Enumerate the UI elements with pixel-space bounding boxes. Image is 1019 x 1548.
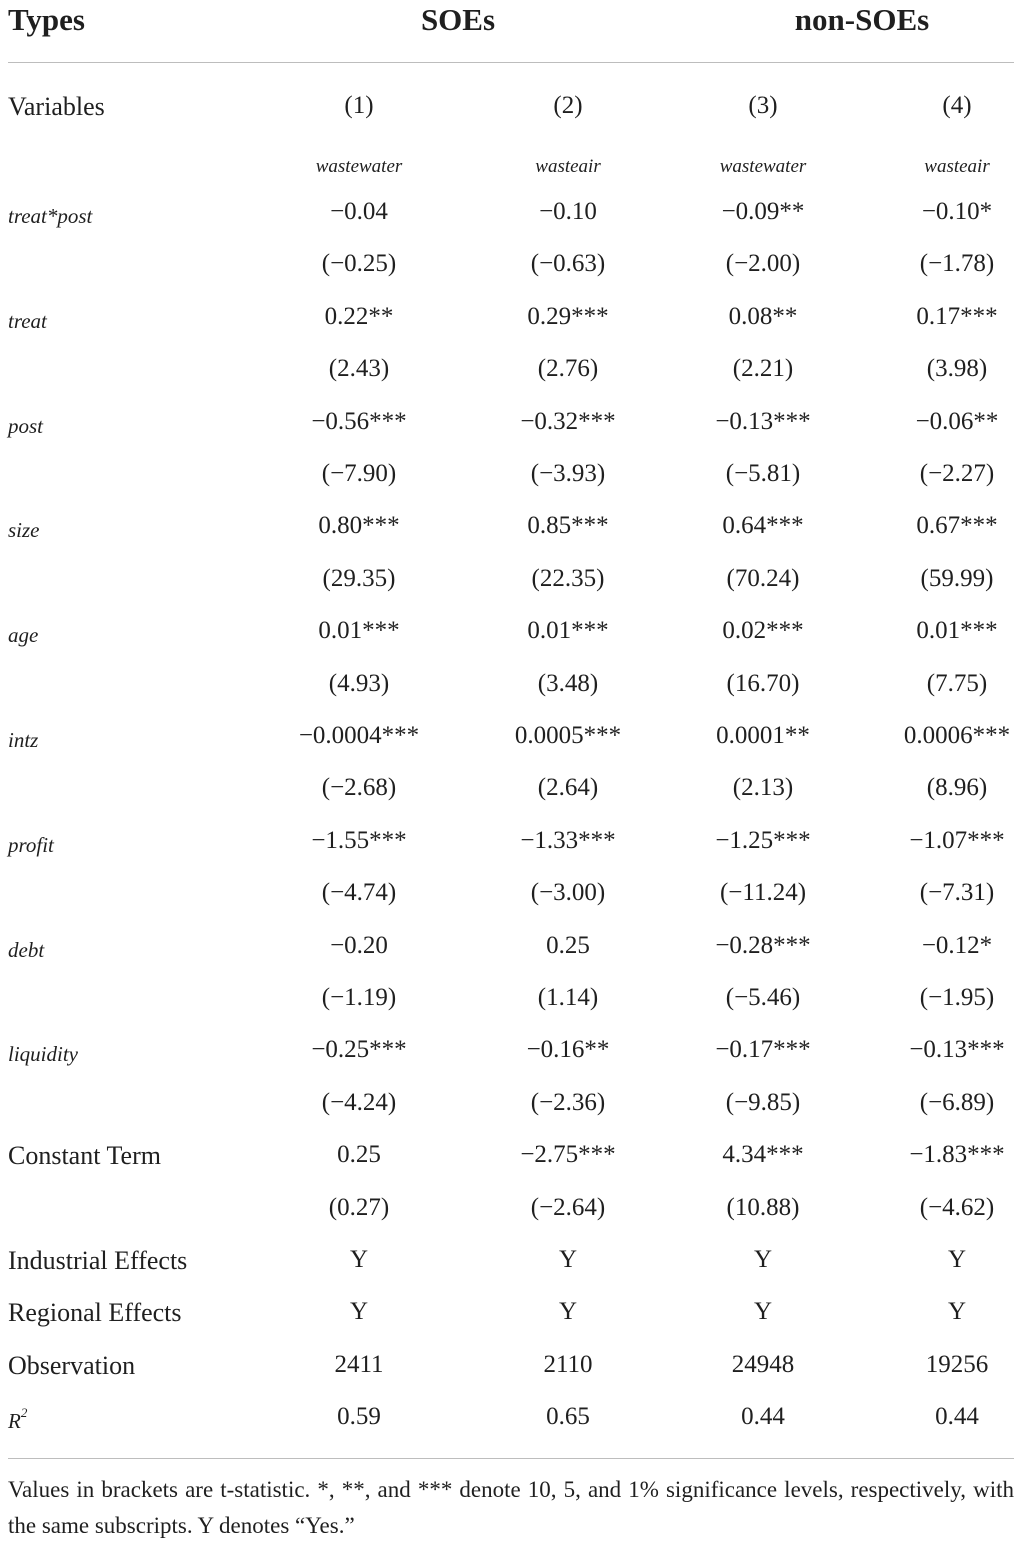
t-statistic-cell: (−0.63): [530, 250, 606, 277]
t-statistic-row: [0, 879, 1019, 919]
variable-label: post: [8, 414, 44, 438]
coefficient-cell: −0.06**: [915, 408, 999, 435]
summary-cell: 2411: [334, 1351, 384, 1378]
t-statistic-cell: (−1.19): [321, 984, 397, 1011]
t-statistic-cell: (−7.31): [919, 879, 995, 906]
t-statistic-cell: (−1.78): [919, 250, 995, 277]
coefficient-cell: −0.56***: [311, 408, 407, 435]
column-number: (4): [942, 92, 972, 119]
t-statistic-row: [0, 565, 1019, 605]
coefficient-cell: 0.29***: [527, 303, 609, 330]
coefficient-cell: 0.01***: [916, 617, 998, 644]
variable-label: intz: [8, 728, 39, 752]
coefficient-cell: −0.32***: [520, 408, 616, 435]
t-statistic-cell: (59.99): [920, 565, 994, 592]
t-statistic-cell: (−2.36): [530, 1089, 606, 1116]
coefficient-cell: 0.0001**: [716, 722, 810, 749]
t-statistic-row: [0, 670, 1019, 710]
types-header: Types: [8, 2, 85, 37]
t-statistic-cell: (−1.95): [919, 984, 995, 1011]
dependent-variable: wastewater: [315, 156, 403, 177]
coefficient-cell: −0.04: [330, 198, 388, 225]
coefficient-cell: −0.13***: [715, 408, 811, 435]
variable-label: treat: [8, 309, 47, 333]
summary-label: Regional Effects: [8, 1298, 182, 1327]
coefficient-cell: −0.25***: [311, 1036, 407, 1063]
coefficient-cell: −2.75***: [520, 1141, 616, 1168]
t-statistic-cell: (16.70): [726, 670, 800, 697]
coefficient-cell: −1.33***: [520, 827, 616, 854]
t-statistic-cell: (10.88): [726, 1194, 800, 1221]
r-squared-cell: 0.44: [935, 1403, 979, 1430]
summary-row: [0, 1246, 1019, 1286]
t-statistic-cell: (70.24): [726, 565, 800, 592]
variable-label: Constant Term: [8, 1141, 161, 1170]
dependent-variable: wasteair: [924, 156, 990, 177]
variable-label: debt: [8, 938, 45, 962]
summary-cell: Y: [558, 1298, 578, 1325]
t-statistic-cell: (−4.74): [321, 879, 397, 906]
t-statistic-cell: (0.27): [328, 1194, 390, 1221]
coefficient-row: [0, 198, 1019, 238]
t-statistic-cell: (−2.64): [530, 1194, 606, 1221]
t-statistic-cell: (−3.93): [530, 460, 606, 487]
summary-label: Industrial Effects: [8, 1246, 188, 1275]
t-statistic-cell: (−6.89): [919, 1089, 995, 1116]
dependent-variable: wastewater: [719, 156, 807, 177]
summary-row: [0, 1298, 1019, 1338]
t-statistic-cell: (−4.24): [321, 1089, 397, 1116]
t-statistic-cell: (−2.68): [321, 774, 397, 801]
summary-cell: 2110: [543, 1351, 593, 1378]
t-statistic-cell: (3.48): [537, 670, 599, 697]
coefficient-cell: −0.09**: [721, 198, 805, 225]
column-number: (3): [748, 92, 778, 119]
column-number: (2): [553, 92, 583, 119]
coefficient-row: [0, 722, 1019, 762]
t-statistic-cell: (4.93): [328, 670, 390, 697]
t-statistic-cell: (−0.25): [321, 250, 397, 277]
coefficient-cell: 0.01***: [527, 617, 609, 644]
coefficient-cell: −0.0004***: [298, 722, 420, 749]
t-statistic-row: [0, 1194, 1019, 1234]
column-number-row: [0, 92, 1019, 132]
variables-header: Variables: [8, 92, 105, 121]
t-statistic-cell: (2.43): [328, 355, 390, 382]
coefficient-cell: −0.17***: [715, 1036, 811, 1063]
variable-label: treat*post: [8, 204, 93, 228]
coefficient-cell: 0.01***: [318, 617, 400, 644]
t-statistic-cell: (2.13): [732, 774, 794, 801]
coefficient-cell: 0.17***: [916, 303, 998, 330]
summary-row: [0, 1351, 1019, 1391]
coefficient-cell: −0.16**: [526, 1036, 610, 1063]
summary-cell: Y: [947, 1246, 967, 1273]
t-statistic-cell: (29.35): [322, 565, 396, 592]
footer-divider: [8, 1458, 1014, 1459]
coefficient-cell: 4.34***: [722, 1141, 804, 1168]
coefficient-cell: −0.13***: [909, 1036, 1005, 1063]
t-statistic-cell: (2.76): [537, 355, 599, 382]
t-statistic-cell: (−5.46): [725, 984, 801, 1011]
summary-cell: Y: [753, 1298, 773, 1325]
t-statistic-cell: (−4.62): [919, 1194, 995, 1221]
summary-cell: 19256: [925, 1351, 989, 1378]
t-statistic-row: [0, 984, 1019, 1024]
coefficient-cell: −1.25***: [715, 827, 811, 854]
coefficient-cell: 0.0006***: [903, 722, 1011, 749]
summary-cell: Y: [753, 1246, 773, 1273]
coefficient-row: [0, 1036, 1019, 1076]
t-statistic-cell: (1.14): [537, 984, 599, 1011]
summary-cell: 24948: [731, 1351, 795, 1378]
coefficient-cell: −0.10*: [921, 198, 993, 225]
non-soes-group-header: non-SOEs: [794, 2, 930, 37]
t-statistic-cell: (22.35): [531, 565, 605, 592]
t-statistic-cell: (3.98): [926, 355, 988, 382]
coefficient-cell: 0.85***: [527, 512, 609, 539]
t-statistic-row: [0, 774, 1019, 814]
coefficient-cell: −0.12*: [921, 932, 993, 959]
coefficient-cell: 0.25: [546, 932, 590, 959]
r-squared-label: [8, 1405, 28, 1434]
coefficient-cell: −0.28***: [715, 932, 811, 959]
coefficient-row: [0, 408, 1019, 448]
t-statistic-cell: (−2.00): [725, 250, 801, 277]
coefficient-cell: 0.25: [337, 1141, 381, 1168]
coefficient-cell: −1.07***: [909, 827, 1005, 854]
coefficient-cell: 0.22**: [324, 303, 394, 330]
t-statistic-row: [0, 355, 1019, 395]
t-statistic-cell: (2.64): [537, 774, 599, 801]
variable-label: liquidity: [8, 1042, 78, 1066]
r-squared-exponent: 2: [20, 1405, 28, 1420]
t-statistic-cell: (−9.85): [725, 1089, 801, 1116]
coefficient-cell: 0.0005***: [514, 722, 622, 749]
coefficient-cell: 0.64***: [722, 512, 804, 539]
dependent-variable: wasteair: [535, 156, 601, 177]
t-statistic-cell: (−7.90): [321, 460, 397, 487]
r-squared-cell: 0.59: [337, 1403, 381, 1430]
column-number: (1): [344, 92, 374, 119]
coefficient-row: [0, 1141, 1019, 1181]
coefficient-row: [0, 512, 1019, 552]
coefficient-cell: 0.02***: [722, 617, 804, 644]
variable-label: age: [8, 623, 39, 647]
summary-cell: Y: [558, 1246, 578, 1273]
t-statistic-row: [0, 1089, 1019, 1129]
r-squared-cell: 0.44: [741, 1403, 785, 1430]
t-statistic-cell: (7.75): [926, 670, 988, 697]
r-squared-symbol: R: [8, 1409, 21, 1433]
r-squared-row: [0, 1403, 1019, 1443]
coefficient-cell: 0.08**: [728, 303, 798, 330]
table-header: [0, 0, 1019, 44]
soes-group-header: SOEs: [420, 2, 496, 37]
t-statistic-row: [0, 460, 1019, 500]
coefficient-row: [0, 932, 1019, 972]
summary-cell: Y: [349, 1298, 369, 1325]
t-statistic-row: [0, 250, 1019, 290]
coefficient-row: [0, 617, 1019, 657]
coefficient-row: [0, 303, 1019, 343]
t-statistic-cell: (−3.00): [530, 879, 606, 906]
coefficient-cell: 0.80***: [318, 512, 400, 539]
coefficient-cell: −1.55***: [311, 827, 407, 854]
coefficient-cell: −0.10: [539, 198, 597, 225]
summary-cell: Y: [349, 1246, 369, 1273]
variable-label: size: [8, 518, 40, 542]
t-statistic-cell: (2.21): [732, 355, 794, 382]
t-statistic-cell: (8.96): [926, 774, 988, 801]
table-footnote: Values in brackets are t-statistic. *, **, and *** denote 10, 5, and 1% significance levels, respectively, with the same subscripts. Y denotes “Yes.”: [8, 1477, 1014, 1538]
t-statistic-cell: (−5.81): [725, 460, 801, 487]
variable-label: profit: [8, 833, 54, 857]
header-divider: [8, 62, 1014, 63]
coefficient-row: [0, 827, 1019, 867]
t-statistic-cell: (−11.24): [719, 879, 807, 906]
summary-label: Observation: [8, 1351, 136, 1380]
t-statistic-cell: (−2.27): [919, 460, 995, 487]
r-squared-cell: 0.65: [546, 1403, 590, 1430]
dependent-variable-row: [0, 152, 1019, 192]
coefficient-cell: −1.83***: [909, 1141, 1005, 1168]
summary-cell: Y: [947, 1298, 967, 1325]
coefficient-cell: 0.67***: [916, 512, 998, 539]
coefficient-cell: −0.20: [330, 932, 388, 959]
